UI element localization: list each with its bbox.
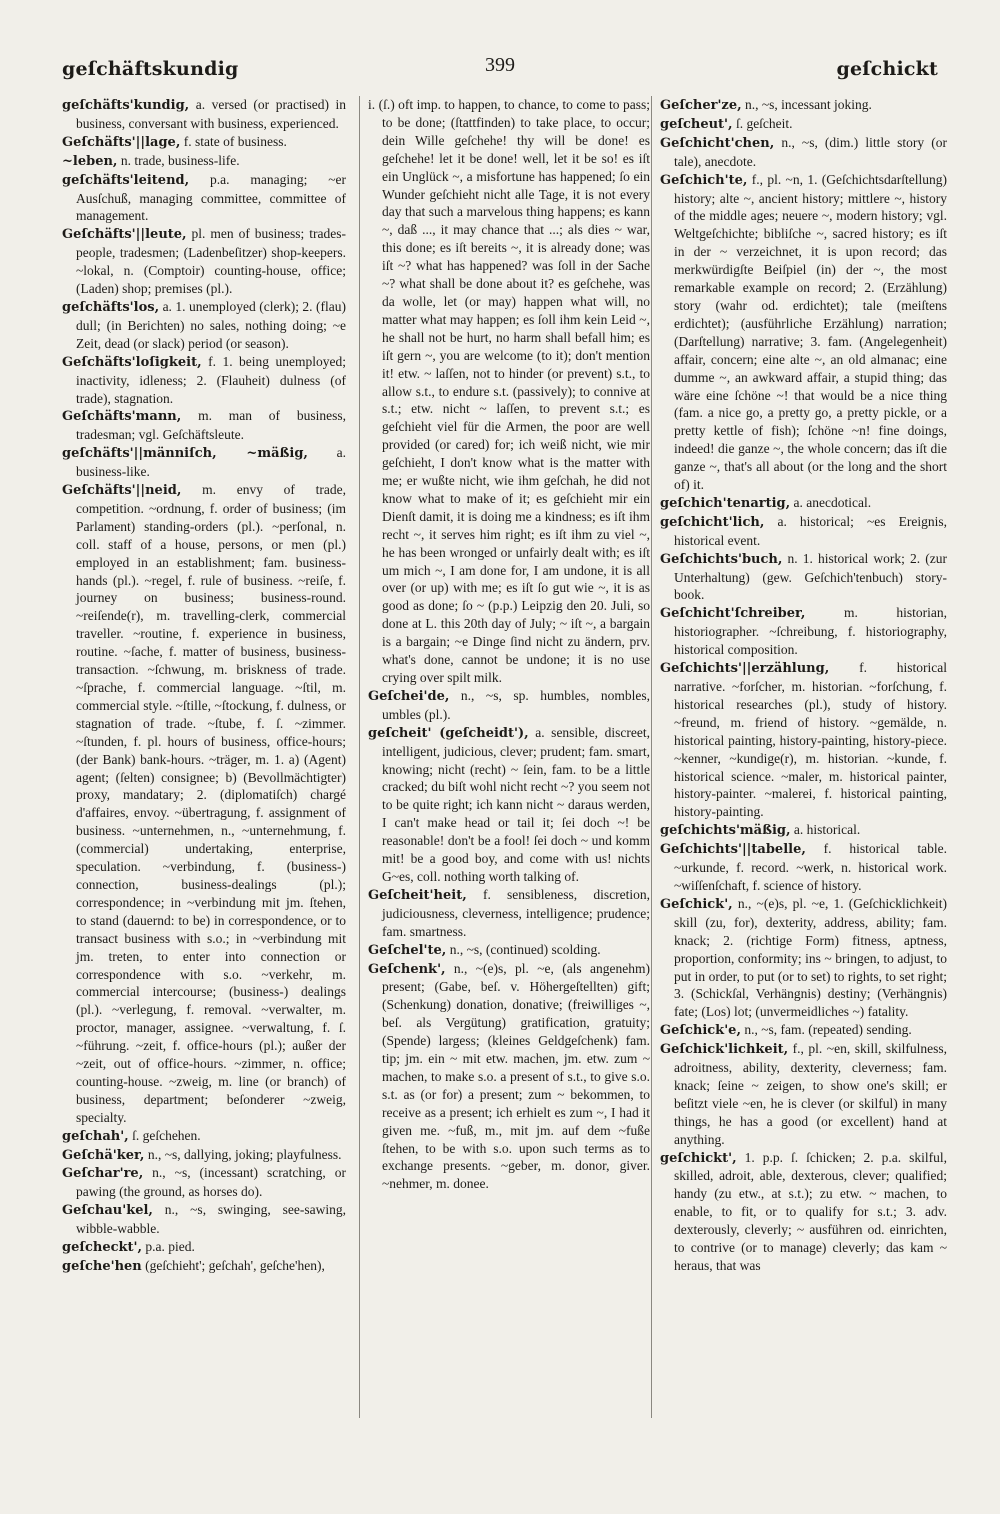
entry-headword: geſchäfts'los,	[62, 299, 160, 315]
dictionary-entry	[660, 115, 947, 134]
dictionary-entry	[62, 1164, 346, 1201]
entry-headword: geſchäfts'leitend,	[62, 172, 190, 188]
entry-definition: a. anecdotical.	[790, 494, 872, 510]
dictionary-entry	[62, 444, 346, 481]
entry-definition: p.a. pied.	[142, 1239, 195, 1255]
entry-definition: n., ~(e)s, pl. ~e, 1. (Geſchicklichkeit) skill (zu, for), dexterity, address, ability; fam. knack; 2. (richtige Form) fitness, aptness, proportion, conformity; ins ~ bringen, to adjust, to put in order, to put (or to set) to rights, to set right; 3. (Schickſal, Verhängnis) destiny; (Verhängnis) fate; (Los) lot; (unvermeidliches ~) fatality.	[674, 895, 947, 1020]
entry-headword: Geſchäfts'loſigkeit,	[62, 354, 202, 370]
entry-headword: Geſchick'e,	[660, 1023, 741, 1039]
dictionary-entry	[368, 886, 650, 941]
column-left	[62, 96, 346, 1418]
entry-headword: geſcheit' (geſcheidt'),	[368, 725, 529, 741]
entry-headword: Geſchicht'ſchreiber,	[660, 606, 806, 622]
column-middle	[359, 96, 650, 1418]
entry-definition: n. trade, business-life.	[117, 152, 240, 168]
entry-definition: 1. p.p. ſ. ſchicken; 2. p.a. skilful, skilled, adroit, able, dexterous, clever; qualified; handy (zu etw., at s.t.); zu etw. ~ machen, to enable, to fit, or to qualify for s.t.; 3. adv. dexterously, cleverly; ~ ausführen od. einrichten, to contrive (or to manage) cleverly; das kam ~ heraus, that was	[674, 1149, 947, 1273]
dictionary-entry	[62, 353, 346, 408]
entry-definition: a. 1. unemployed (clerk); 2. (flau) dull; (in Berichten) no sales, nothing doing; ~e Zeit, dead (or slack) period (or season).	[76, 298, 346, 351]
entry-definition: a. versed (or practised) in business, conversant with business, experienced.	[76, 97, 346, 131]
entry-definition: f. historical table. ~urkunde, f. record. ~werk, n. historical work. ~wiſſenſchaft, f. science of history.	[674, 841, 947, 893]
header-first-word: geſchäftskundig	[62, 58, 239, 80]
entry-definition: pl. men of business; trades-people, tradesmen; (Ladenbeſitzer) shop-keepers. ~lokal, n. (Comptoir) counting-house, office; (Laden) shop; premises (pl.).	[76, 226, 346, 297]
dictionary-entry	[62, 407, 346, 444]
entry-headword: Geſchick',	[660, 896, 733, 912]
entry-definition: n., ~s, swinging, see-sawing, wibble-wabble.	[76, 1202, 346, 1237]
entry-definition: (geſchieht'; geſchah', geſche'hen),	[141, 1258, 325, 1273]
dictionary-entry	[62, 298, 346, 353]
entry-headword: Geſchicht'chen,	[660, 135, 775, 151]
dictionary-entry	[62, 1146, 346, 1165]
entry-definition: m. envy of trade, competition. ~ordnung, f. order of business; (im Parlament) standing-orders (pl.). ~perſonal, n. coll. staff of a house, persons, or men (pl.) employed in an establishment; fam. business-hands (pl.). ~regel, f. rule of business. ~reiſe, f. journey on business; business-round. ~reiſende(r), m. travelling-clerk, commercial traveller. ~routine, f. experience in business, routine. ~ſache, f. matter of business, business-transaction. ~ſchwung, m. briskness of trade. ~ſprache, f. commercial language. ~ſtil, m. commercial style. ~ſtille, ~ſtockung, f. dulness, or stagnation of trade. ~ſtube, f. ſ. ~zimmer. ~ſtunden, f. pl. hours of business, office-hours; (der Bank) bank-hours. ~träger, m. 1. a) (Agent) agent; (ſelten) consignee; b) (Bevollmächtigter) proxy, mandatary; 2. (diplomatiſch) chargé d'affaires, envoy. ~übertragung, f. assignment of business. ~unternehmen, n., ~unternehmung, f. (commercial) undertaking, enterprise, speculation. ~verbindung, f. (business-) connection, business-dealings (pl.); correspondence; in ~verbindung mit jm. ſtehen, to stand (dauernd: to be) in correspondence, or to transact business with s.o.; in ~verbindung mit jm. treten, to enter into connection or correspondence with s.o. ~verkehr, m. commercial intercourse; (business-) dealings (pl.). ~verlegung, f. removal. ~verwalter, m. proctor, manager, assignee. ~verwaltung, f. ſ. ~führung. ~zeit, f. office-hours (pl.); außer der ~zeit, out of office-hours. ~zimmer, n. office; counting-house. ~zweig, m. line (or branch) of business, department; beſonderer ~zweig, specialty.	[76, 482, 346, 1125]
entry-definition: n., ~(e)s, pl. ~e, (als angenehm) present; (Gabe, beſ. v. Höhergeſtellten) gift; (Schenkung) donation, donative; (freiwilliges ~, beſ. als Vergütung) gratification, gratuity; (Spende) largess; (kleines Geldgeſchenk) fam. tip; jm. ein ~ mit etw. machen, jm. etw. zum ~ machen, to make s.o. a present of s.t., to give s.o. s.t. as (or for) a present; zum ~ bekommen, to receive as a present; ich erhielt es zum ~, I had it given me. ~fuß, m., mit jm. auf dem ~fuße ſtehen, to be with s.o. upon such terms as to exchange presents. ~geber, m. donor, giver. ~nehmer, m. donee.	[382, 960, 650, 1192]
entry-definition: f. 1. being unemployed; inactivity, idleness; 2. (Flauheit) dulness (of trade), stagnation.	[76, 353, 346, 406]
entry-definition: n., ~s, (dim.) little story (or tale), anecdote.	[674, 134, 947, 169]
entry-definition: ſ. geſcheit.	[732, 115, 793, 131]
dictionary-entry	[368, 941, 650, 960]
entry-headword: geſcheut',	[660, 116, 733, 132]
entry-headword: Geſchäfts'||leute,	[62, 227, 187, 243]
entry-headword: Geſchei'de,	[368, 688, 450, 704]
dictionary-entry	[660, 134, 947, 171]
entry-headword: Geſchenk',	[368, 961, 446, 977]
entry-headword: geſchah',	[62, 1128, 129, 1144]
dictionary-entry	[660, 96, 947, 115]
entry-definition: f., pl. ~n, 1. (Geſchichtsdarſtellung) history; alte ~, ancient history; mittlere ~, history of the middle ages; neuere ~, modern history; vgl. Weltgeſchichte; bibliſche ~, sacred history; es iſt in der ~ verzeichnet, it is upon record; das merkwürdigſte Beiſpiel (in) der ~, the most remarkable example on record; 2. (Erzählung) story (wahr od. erdichtet); tale (meiſtens erdichtet); (ausführliche Erzählung) narration; (Darſtellung) narrative; 3. fam. (Angelegenheit) affair, concern; eine alte ~, an old almanac; eine dumme ~, an awkward affair, a stupid thing; das wäre eine ſchöne ~! that would be a nice thing (fam. a nice go, a pretty go, a pretty pickle, or a pretty kettle of fish); ſchöne ~n! fine doings, indeed! die ganze ~, the whole concern; das iſt die ganze ~, that's all about (or the long and the short of) it.	[674, 171, 947, 493]
column-right	[651, 96, 947, 1418]
page-header	[62, 52, 938, 82]
dictionary-entry	[62, 225, 346, 298]
entry-headword: Geſchäfts'||neid,	[62, 483, 182, 499]
dictionary-entry	[660, 659, 947, 821]
entry-definition: n., ~s, dallying, joking; playfulness.	[144, 1146, 342, 1162]
dictionary-entry	[62, 152, 346, 171]
entry-definition: f. state of business.	[180, 133, 287, 149]
entry-headword: geſcheckt',	[62, 1240, 143, 1256]
dictionary-entry	[368, 724, 650, 886]
entry-headword: Geſchel'te,	[368, 942, 447, 958]
dictionary-entry	[660, 1149, 947, 1275]
dictionary-entry	[368, 96, 650, 687]
dictionary-entry	[660, 840, 947, 895]
entry-definition: m. historian, historiographer. ~ſchreibung, f. historiography, historical composition.	[674, 605, 947, 658]
entry-headword: Geſchick'lichkeit,	[660, 1042, 789, 1058]
dictionary-entry	[660, 895, 947, 1021]
dictionary-entry	[660, 494, 947, 513]
entry-headword: Geſchäfts'||lage,	[62, 134, 181, 150]
entry-definition: n., ~s, sp. humbles, nombles, umbles (pl.).	[382, 687, 650, 722]
entry-definition: n., ~s, fam. (repeated) sending.	[740, 1022, 912, 1038]
dictionary-entry	[660, 604, 947, 659]
entry-headword: geſchich'tenartig,	[660, 495, 791, 511]
entry-headword: ~leben,	[62, 153, 118, 169]
dictionary-entry	[62, 1257, 346, 1276]
entry-definition: n., ~s, (continued) scolding.	[446, 941, 601, 957]
entry-headword: Geſchäfts'mann,	[62, 409, 182, 425]
entry-definition: i. (ſ.) oft imp. to happen, to chance, to come to pass; to be done; (ſtattfinden) to take place, to occur; dein Wille geſchehe! thy will be done! es geſchehe! let it be done! well, let it be so! es iſt ein Unglück ~, a misfortune has happened; ſo ein Wunder geſchieht nicht alle Tage, it is not every day that such a marvelous thing happens; es kann ~, daß ..., it may chance that ...; als dies ~ war, this done; es iſt bereits ~, it is already done; was iſt ~? what has happened? was ſoll in der Sache ~? what shall be done about it? es geſchehe, was da wolle, let (or may) happen what will, no matter what may happen; es ſoll ihm kein Leid ~, he shall not be hurt, no harm shall befall him; es iſt gern ~, you are welcome (to it); don't mention it! etw. ~ laſſen, not to hinder (or prevent) s.t., to allow s.t., to endure s.t. (passively); to connive at s.t.; etw. nicht ~ laſſen, to prevent s.t.; es geſchieht viel für die Armen, the poor are well provided (or cared) for; ich weiß nicht, wie mir geſchieht, I don't know what is the matter with me; er wußte nicht, wie ihm geſchah, he did not know what to make of it; es geſchieht mir ein Dienſt damit, it is doing me a kindness; es iſt ihm recht ~, it serves him right; es iſt ihm zu viel ~, he has been wronged or unfairly dealt with; es iſt um mich ~, I am done for, I am undone, it is all over (or up) with me; es iſt ſo gut wie ~, it is as good as done; ſo ~ (p.p.) Leipzig den 20. Juli, so done at L. this 20th day of July; ~ iſt ~, a bargain is a bargain; ~e Dinge ſind nicht zu ändern, prv. what's done, cannot be undone; it is no use crying over spilt milk.	[368, 97, 650, 685]
dictionary-entry	[368, 687, 650, 724]
entry-definition: a. historical.	[790, 822, 861, 838]
dictionary-entry	[62, 1201, 346, 1238]
dictionary-entry	[62, 1238, 346, 1257]
dictionary-entry	[660, 821, 947, 840]
entry-definition: n., ~s, (incessant) scratching, or pawing (the ground, as horses do).	[76, 1165, 346, 1200]
entry-headword: geſchickt',	[660, 1150, 737, 1166]
entry-headword: Geſchichts'buch,	[660, 551, 783, 567]
dictionary-entry	[62, 96, 346, 133]
entry-definition: p.a. managing; ~er Ausſchuß, managing committee, committee of management.	[76, 171, 346, 224]
entry-definition: n. 1. historical work; 2. (zur Unterhaltung) (gew. Geſchich'tenbuch) story-book.	[674, 550, 947, 603]
entry-headword: geſche'hen	[62, 1259, 142, 1274]
entry-definition: f. sensibleness, discretion, judiciousness, cleverness, intelligence; prudence; fam. smartness.	[382, 886, 650, 939]
dictionary-entry	[660, 171, 947, 494]
dictionary-entry	[660, 1040, 947, 1148]
entry-definition: n., ~s, incessant joking.	[741, 97, 872, 112]
dictionary-entry	[62, 171, 346, 226]
entry-definition: f., pl. ~en, skill, skilfulness, adroitness, ability, dexterity, cleverness; fam. knack; ſeine ~ zeigen, to show one's skill; er beſitzt viele ~en, he is clever (or skilful) in many things, he has a good (or excellent) hand at anything.	[674, 1041, 947, 1147]
dictionary-entry	[62, 133, 346, 152]
dictionary-entry	[660, 550, 947, 605]
dictionary-entry	[62, 481, 346, 1127]
dictionary-entry	[368, 960, 650, 1194]
entry-headword: geſchicht'lich,	[660, 514, 765, 530]
entry-headword: Geſcher'ze,	[660, 98, 742, 113]
entry-definition: a. sensible, discreet, intelligent, judicious, clever; prudent; fam. smart, knowing; nicht (recht) ~ ſein, fam. to be a little cracked; du biſt wohl nicht recht ~? you seem not to be quite right; ich kann nicht ~ daraus werden, I can't make head or tail it; ſei doch ~! be reasonable! don't be a fool! ſei doch ~ und komm mit! be a good boy, and come with us! nichts G~es, coll. nothing worth talking of.	[382, 724, 650, 884]
entry-definition: a. historical; ~es Ereignis, historical event.	[674, 513, 947, 548]
header-last-word: geſchickt	[836, 58, 938, 80]
entry-headword: Geſchichts'||tabelle,	[660, 842, 806, 858]
entry-headword: geſchäfts'||männiſch, ~mäßig,	[62, 446, 308, 462]
entry-definition: a. business-like.	[76, 445, 346, 480]
dictionary-entry	[660, 513, 947, 550]
entry-headword: Geſchich'te,	[660, 172, 748, 188]
entry-definition: m. man of business, tradesman; vgl. Geſchäftsleute.	[76, 408, 346, 443]
entry-headword: Geſchä'ker,	[62, 1147, 145, 1163]
page-number: 399	[485, 54, 515, 76]
entry-headword: Geſchar're,	[62, 1166, 144, 1182]
dictionary-entry	[660, 1021, 947, 1040]
entry-headword: Geſchichts'||erzählung,	[660, 661, 830, 677]
entry-headword: Geſchau'kel,	[62, 1203, 153, 1219]
entry-headword: geſchichts'mäßig,	[660, 823, 791, 839]
entry-definition: ſ. geſchehen.	[128, 1127, 201, 1143]
entry-definition: f. historical narrative. ~forſcher, m. historian. ~forſchung, f. historical researches (pl.), study of history. ~freund, m. friend of history. ~gemälde, n. historical painting, history-painting, history-piece. ~kenner, ~kundige(r), m. historian. ~kunde, f. historical science. ~maler, m. historical painter, history-painter. ~malerei, f. historical painting, history-painting.	[674, 660, 947, 820]
entry-headword: geſchäfts'kundig,	[62, 98, 190, 113]
entry-headword: Geſcheit'heit,	[368, 887, 467, 903]
dictionary-entry	[62, 1127, 346, 1146]
